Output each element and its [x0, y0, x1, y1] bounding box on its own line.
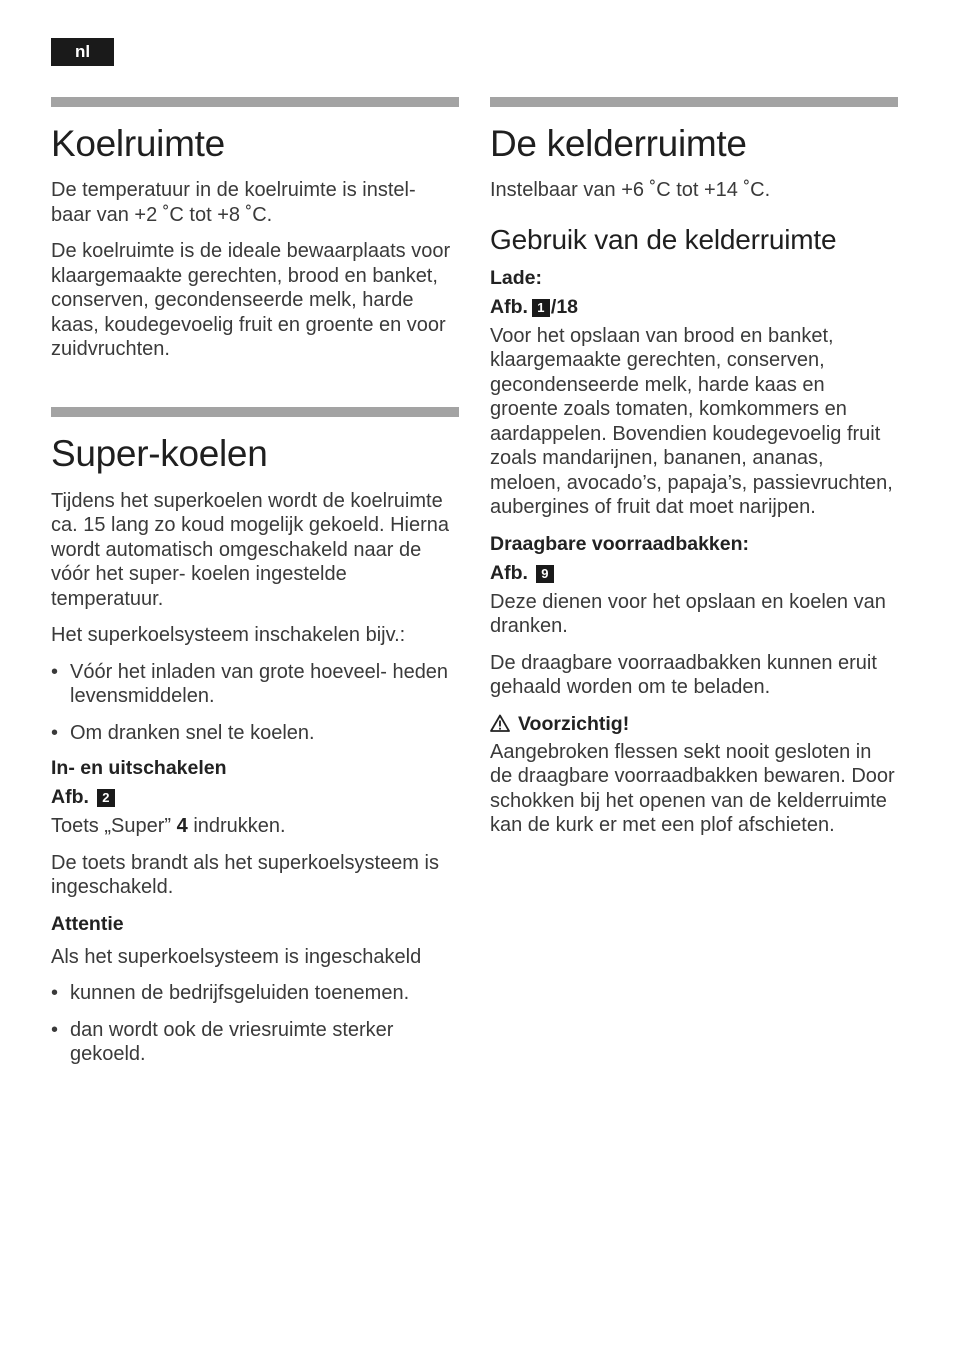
superkoelen-paragraph-2: Het superkoelsysteem inschakelen bijv.: — [51, 624, 406, 646]
kelderruimte-paragraph-5: Aangebroken flessen sekt nooit gesloten in de draagbare voorraadbakken bewaren. Door schokken bij het openen van de kelderruimte kan de kurk er met een plof afschieten. — [490, 740, 895, 836]
superkoelen-paragraph-3: De toets brandt als het superkoelsysteem is ingeschakeld. — [51, 851, 439, 898]
figure-number-badge: 2 — [97, 789, 115, 807]
section-rule — [51, 407, 459, 417]
right-column — [490, 97, 898, 838]
sub-title-gebruik: Gebruik van de kelderruimte — [490, 223, 837, 255]
section-title-superkoelen: Super-koelen — [51, 432, 268, 474]
lade-heading: Lade: — [490, 266, 543, 289]
figure-reference: Afb. 9 — [490, 559, 898, 588]
attention-bullet-list — [51, 981, 459, 1067]
language-tab: nl — [51, 38, 114, 66]
warning-triangle-icon — [490, 714, 510, 732]
kelderruimte-paragraph-1: Instelbaar van +6 ˚C tot +14 ˚C. — [490, 179, 771, 201]
section-rule — [51, 97, 459, 107]
section-rule — [490, 97, 898, 107]
sub-heading-in-uitschakelen: In- en uitschakelen — [51, 757, 227, 779]
section-title-kelderruimte: De kelderruimte — [490, 123, 747, 164]
superkoelen-paragraph-1: Tijdens het superkoelen wordt de koelruimte ca. 15 lang zo koud mogelijk gekoeld. Hierna wordt automatisch omgeschakeld naar de vóór het super- koelen ingestelde temperatuur. — [51, 489, 450, 610]
superkoelen-bullet-list — [51, 660, 459, 746]
kelderruimte-paragraph-3: Deze dienen voor het opslaan en koelen van dranken. — [490, 590, 886, 637]
kelderruimte-paragraph-4: De draagbare voorraadbakken kunnen eruit gehaald worden om te beladen. — [490, 651, 877, 698]
list-item: • Om dranken snel te koelen. — [51, 721, 315, 744]
list-item: • kunnen de bedrijfsgeluiden toenemen. — [51, 982, 410, 1004]
left-column — [51, 97, 459, 1067]
superkoelen-paragraph-4: Als het superkoelsysteem is ingeschakeld — [51, 945, 422, 968]
step-instruction: Toets „Super” 4 indrukken. — [51, 815, 286, 837]
figure-reference: Afb. 1 /18 — [490, 295, 579, 318]
list-item: • dan wordt ook de vriesruimte sterker gekoeld. — [51, 1018, 394, 1065]
kelderruimte-paragraph-2: Voor het opslaan van brood en banket, klaargemaakte gerechten, conserven, gecondenseerde melk, harde kaas en groente zoals tomaten, komkommers en aardappelen. Bovendien koudegevoelig fruit zoals mandarijnen, bananen, ananas, meloen, avocado’s, papaja’s, passievruchten, aubergines of fruit dat moet narijpen. — [490, 324, 893, 518]
key-number: 4 — [176, 815, 188, 837]
warning-heading: Voorzichtig! — [490, 710, 898, 739]
draagbare-heading: Draagbare voorraadbakken: — [490, 532, 750, 555]
list-item: • Vóór het inladen van grote hoeveel- heden levensmiddelen. — [51, 660, 449, 707]
figure-reference: Afb. 2 — [51, 783, 459, 812]
attention-heading: Attentie — [51, 912, 124, 935]
koelruimte-paragraph-1: De temperatuur in de koelruimte is instel- baar van +2 ˚C tot +8 ˚C. — [51, 179, 416, 226]
koelruimte-paragraph-2: De koelruimte is de ideale bewaarplaats voor klaargemaakte gerechten, brood en banket, conserven, gecondenseerde melk, harde kaas, koudegevoelig fruit en groente en voor zuidvruchten. — [51, 240, 451, 360]
figure-number-badge: 9 — [536, 565, 554, 583]
section-title-koelruimte: Koelruimte — [51, 123, 225, 164]
figure-number-badge: 1 — [532, 299, 550, 317]
